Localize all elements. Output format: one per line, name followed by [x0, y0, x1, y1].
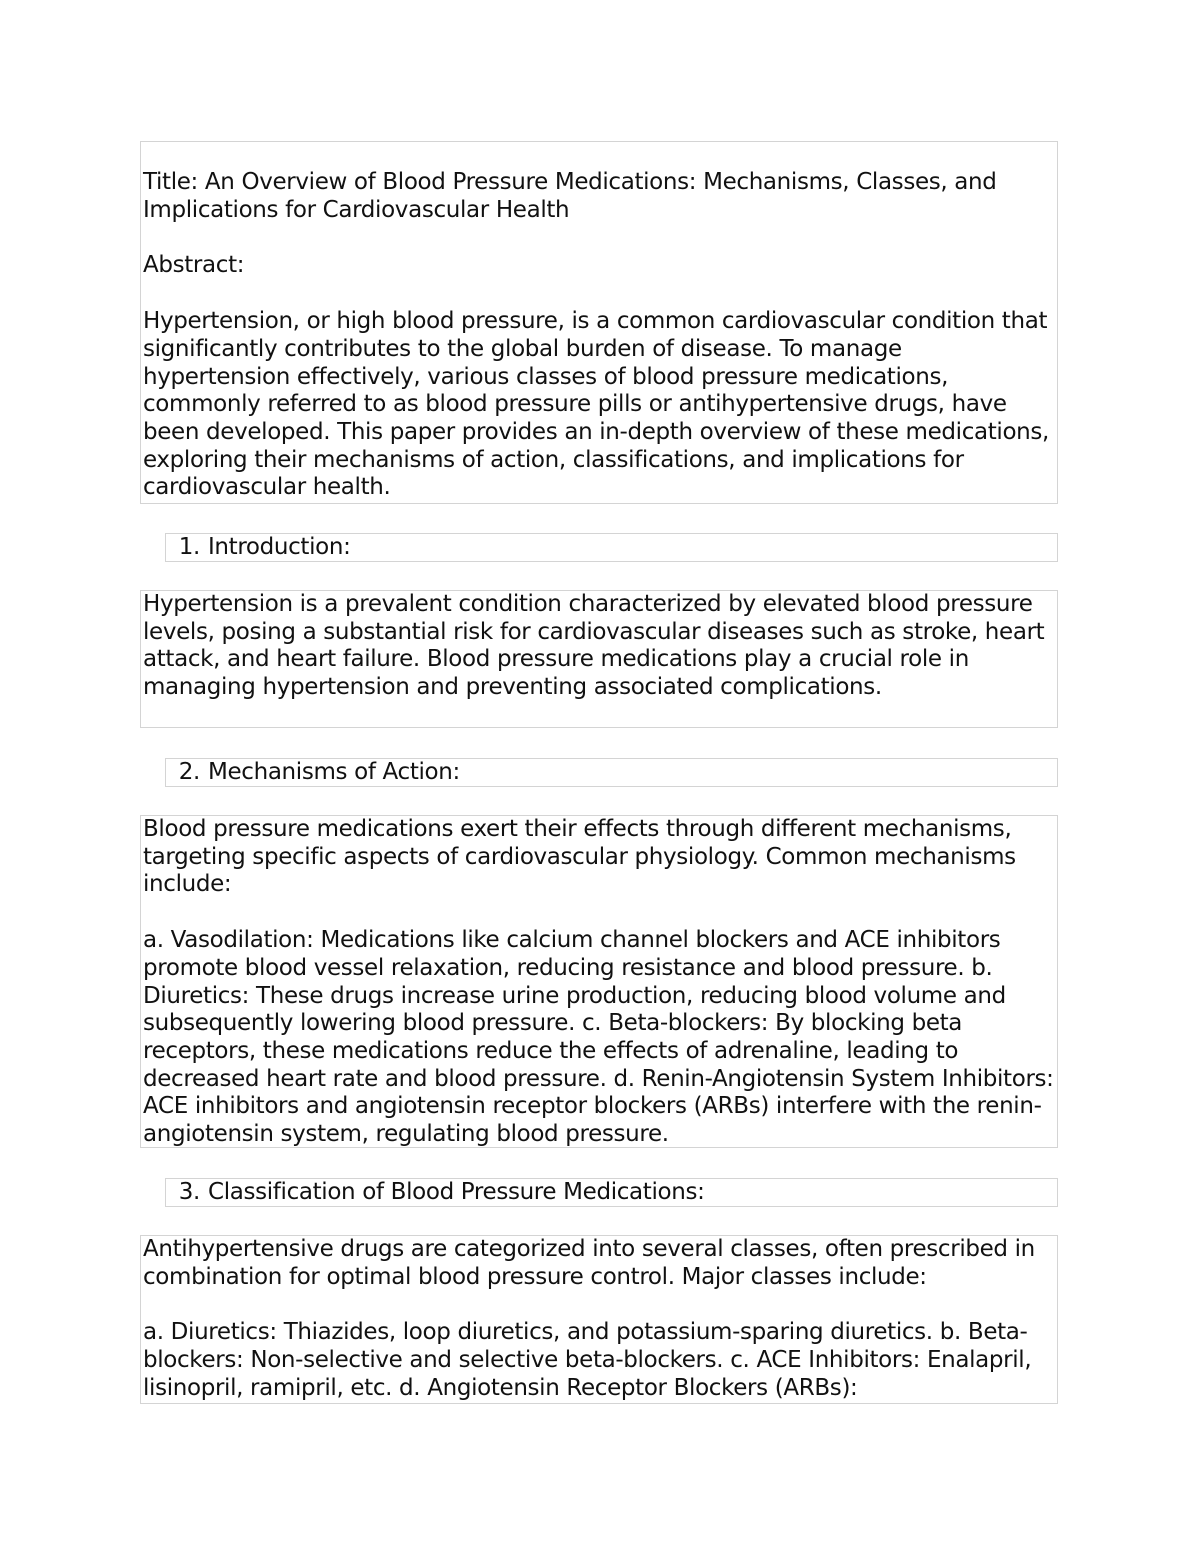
section-heading-introduction	[165, 533, 1058, 562]
paragraph: Blood pressure medications exert their effects through different mechanisms, targeting specific aspects of cardiovascular physiology. Common mechanisms include:	[143, 816, 1016, 898]
abstract-label: Abstract:	[143, 252, 245, 279]
section-number: 2.	[178, 759, 200, 785]
paragraph: Hypertension is a prevalent condition characterized by elevated blood pressure levels, posing a substantial risk for cardiovascular diseases such as stroke, heart attack, and heart failure. Blood pressure medications play a crucial role in managing hypertension and preventing associated complications.	[143, 591, 1045, 701]
document-title: Title: An Overview of Blood Pressure Medications: Mechanisms, Classes, and Implications for Cardiovascular Health	[143, 169, 997, 223]
section-body-mechanisms	[140, 815, 1058, 1148]
section-body-introduction	[140, 590, 1058, 728]
abstract-text: Hypertension, or high blood pressure, is a common cardiovascular condition that significantly contributes to the global burden of disease. To manage hypertension effectively, various classes of blood pressure medications, commonly referred to as blood pressure pills or antihypertensive drugs, have been developed. This paper provides an in-depth overview of these medications, exploring their mechanisms of action, classifications, and implications for cardiovascular health.	[143, 308, 1049, 501]
section-number: 1.	[178, 534, 200, 560]
section-heading-mechanisms	[165, 758, 1058, 787]
paragraph: a. Vasodilation: Medications like calcium channel blockers and ACE inhibitors promote blood vessel relaxation, reducing resistance and blood pressure. b. Diuretics: These drugs increase urine production, reducing blood volume and subsequently lowering blood pressure. c. Beta-blockers: By blocking beta receptors, these medications reduce the effects of adrenaline, leading to decreased heart rate and blood pressure. d. Renin-Angiotensin System Inhibitors: ACE inhibitors and angiotensin receptor blockers (ARBs) interfere with the renin-angiotensin system, regulating blood pressure.	[143, 927, 1054, 1148]
section-title: Mechanisms of Action:	[208, 759, 460, 785]
section-body-classification	[140, 1235, 1058, 1404]
section-heading-classification	[165, 1178, 1058, 1207]
paragraph: a. Diuretics: Thiazides, loop diuretics, and potassium-sparing diuretics. b. Beta-blockers: Non-selective and selective beta-blockers. c. ACE Inhibitors: Enalapril, lisinopril, ramipril, etc. d. Angiotensin Receptor Blockers (ARBs):	[143, 1319, 1032, 1401]
section-title: Classification of Blood Pressure Medications:	[208, 1179, 705, 1205]
paragraph: Antihypertensive drugs are categorized into several classes, often prescribed in combination for optimal blood pressure control. Major classes include:	[143, 1236, 1035, 1290]
section-number: 3.	[178, 1179, 200, 1205]
section-title: Introduction:	[208, 534, 351, 560]
title-abstract-block	[140, 141, 1058, 504]
